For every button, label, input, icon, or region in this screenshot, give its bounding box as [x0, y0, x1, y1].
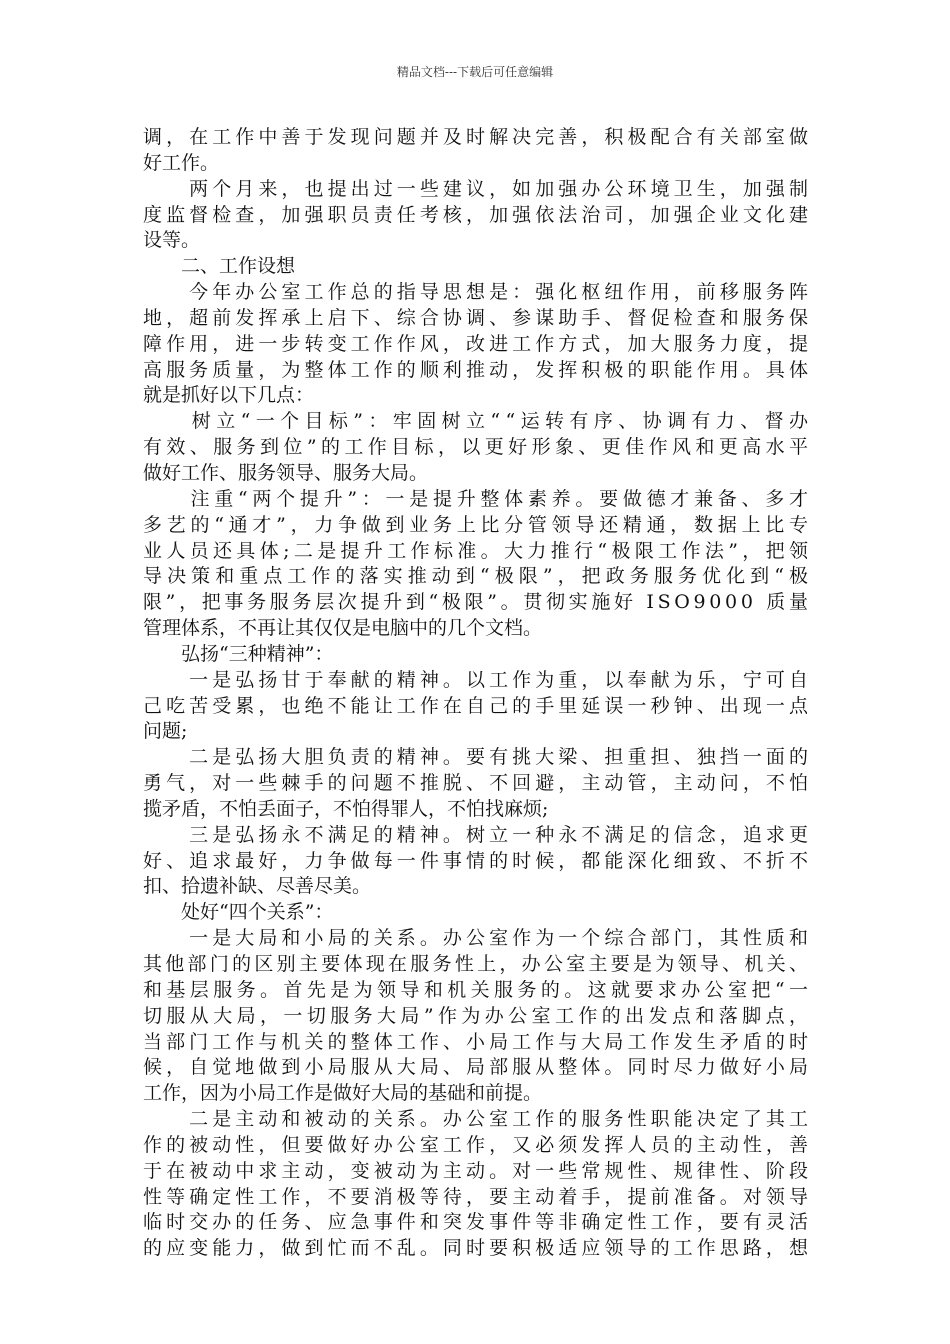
- text-line: 其他部门的区别主要体现在服务性上，办公室主要是为领导、机关、: [143, 953, 812, 975]
- text-line: 临时交办的任务、应急事件和突发事件等非确定性工作，要有灵活: [143, 1211, 813, 1234]
- text-line: 揽矛盾，不怕丢面子，不怕得罪人，不怕找麻烦;: [143, 797, 549, 820]
- text-line: 弘扬“三种精神”：: [143, 642, 334, 665]
- text-line: 勇气，对一些棘手的问题不推脱、不回避，主动管，主动问，不怕: [143, 772, 813, 795]
- text-line: 好工作。: [143, 151, 220, 174]
- text-line: 的应变能力，做到忙而不乱。同时要积极适应领导的工作思路，想: [143, 1237, 813, 1260]
- page-header: 精品文档---下载后可任意编辑: [396, 65, 554, 79]
- text-line: 扣、拾遗补缺、尽善尽美。: [143, 875, 372, 898]
- text-line: 性等确定性工作，不要消极等待，要主动着手，提前准备。对领导: [143, 1185, 813, 1208]
- text-line: 地，超前发挥承上启下、综合协调、参谋助手、督促检查和服务保: [143, 306, 813, 329]
- text-line: 限”，把事务服务层次提升到“极限”。贯彻实施好 ISO9000 质量: [143, 591, 812, 614]
- text-line: 作的被动性，但要做好办公室工作，又必须发挥人员的主动性，善: [143, 1133, 813, 1156]
- text-line: 候，自觉地做到小局服从大局、局部服从整体。同时尽力做好小局: [143, 1056, 813, 1079]
- text-line: 高服务质量，为整体工作的顺利推动，发挥积极的职能作用。具体: [143, 358, 813, 381]
- text-line: 切服从大局，一切服务大局”作为办公室工作的出发点和落脚点，: [143, 1004, 813, 1027]
- text-line: 和基层服务。首先是为领导和机关服务的。这就要求办公室把“一: [143, 978, 813, 1001]
- text-line: 当部门工作与机关的整体工作、小局工作与大局工作发生矛盾的时: [143, 1030, 813, 1053]
- document-body: [143, 125, 814, 1262]
- text-line: 二是弘扬大胆负责的精神。要有挑大梁、担重担、独挡一面的: [143, 746, 813, 769]
- text-line: 好、追求最好，力争做每一件事情的时候，都能深化细致、不折不: [143, 849, 813, 872]
- text-line: 障作用，进一步转变工作作风，改进工作方式，加大服务力度，提: [143, 332, 813, 355]
- text-line: 一是大局和小局的关系。办公室作为一个综合部门，其性质和: [143, 927, 813, 950]
- text-line: 今年办公室工作总的指导思想是：强化枢纽作用，前移服务阵: [143, 281, 813, 304]
- text-line: 两个月来，也提出过一些建议，如加强办公环境卫生，加强制: [143, 177, 813, 200]
- text-line: 导决策和重点工作的落实推动到“极限”，把政务服务优化到“极: [143, 565, 814, 588]
- text-line: 树立“一个目标”：牢固树立““运转有序、协调有力、督办: [143, 410, 814, 433]
- text-line: 一是弘扬甘于奉献的精神。以工作为重，以奉献为乐，宁可自: [143, 668, 813, 691]
- text-line: 二、工作设想: [143, 255, 296, 278]
- text-line: 于在被动中求主动，变被动为主动。对一些常规性、规律性、阶段: [143, 1159, 813, 1182]
- text-line: 处好“四个关系”：: [143, 901, 334, 924]
- text-line: 有效、服务到位”的工作目标，以更好形象、更佳作风和更高水平: [143, 436, 813, 459]
- text-line: 己吃苦受累，也绝不能让工作在自己的手里延误一秒钟、出现一点: [143, 694, 813, 717]
- text-line: 业人员还具体;二是提升工作标准。大力推行“极限工作法”，把领: [143, 539, 813, 562]
- text-line: 做好工作、服务领导、服务大局。: [143, 461, 429, 484]
- text-line: 多艺的“通才”，力争做到业务上比分管领导还精通，数据上比专: [143, 513, 813, 536]
- text-line: 管理体系，不再让其仅仅是电脑中的几个文档。: [143, 617, 543, 640]
- text-line: 二是主动和被动的关系。办公室工作的服务性职能决定了其工: [143, 1108, 813, 1131]
- text-line: 就是抓好以下几点：: [143, 384, 315, 407]
- text-line: 问题;: [143, 720, 188, 743]
- text-line: 工作，因为小局工作是做好大局的基础和前提。: [143, 1082, 543, 1105]
- text-line: 度监督检查，加强职员责任考核，加强依法治司，加强企业文化建: [143, 203, 813, 226]
- text-line: 设等。: [143, 229, 201, 252]
- text-line: 三是弘扬永不满足的精神。树立一种永不满足的信念，追求更: [143, 823, 813, 846]
- text-line: 调，在工作中善于发现问题并及时解决完善，积极配合有关部室做: [143, 126, 813, 148]
- text-line: 注重“两个提升”：一是提升整体素养。要做德才兼备、多才: [143, 487, 813, 510]
